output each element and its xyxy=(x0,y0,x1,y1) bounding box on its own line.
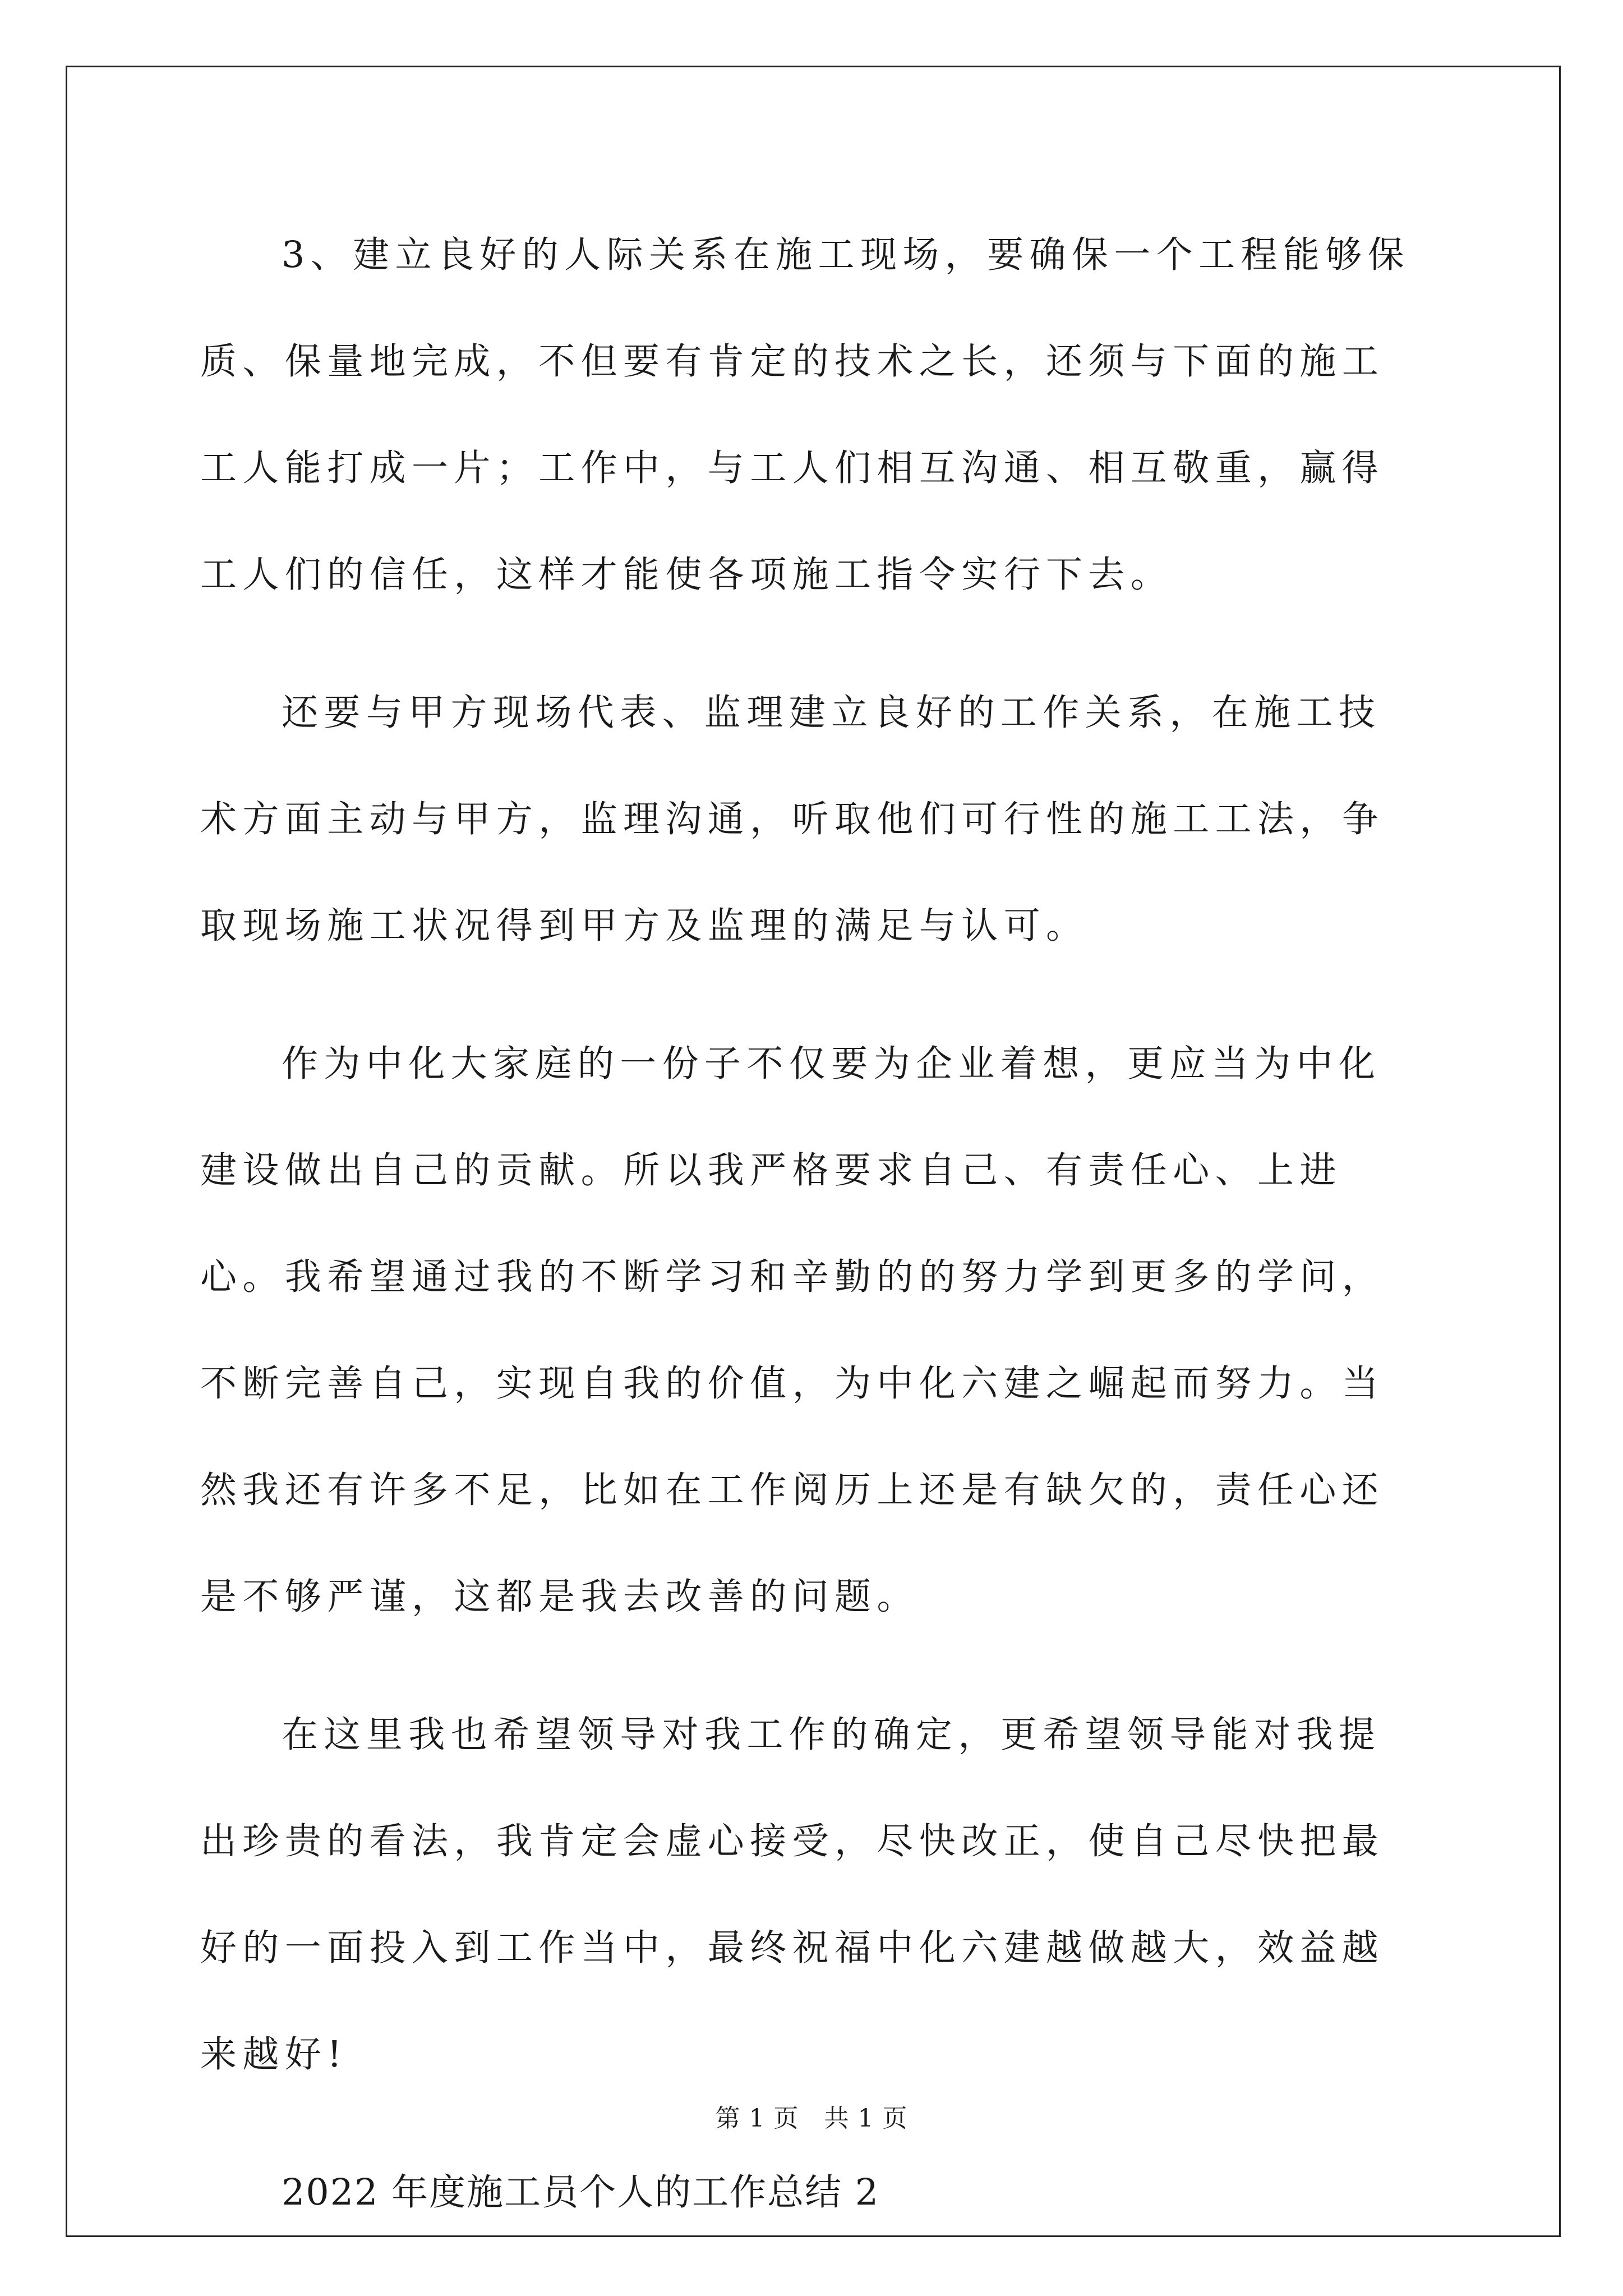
paragraph-1: 3、建立良好的人际关系在施工现场，要确保一个工程能够保质、保量地完成，不但要有肯定的技术之长，还须与下面的施工工人能打成一片；工作中，与工人们相互沟通、相互敬重，赢得工人们的信任，这样才能使各项施工指令实行下去。 xyxy=(200,234,1410,596)
paragraph-3: 作为中化大家庭的一份子不仅要为企业着想，更应当为中化建设做出自己的贡献。所以我严格要求自己、有责任心、上进心。我希望通过我的不断学习和辛勤的的努力学到更多的学问，不断完善自己，实现自我的价值，为中化六建之崛起而努力。当然我还有许多不足，比如在工作阅历上还是有缺欠的，责任心还是不够严谨，这都是我去改善的问题。 xyxy=(200,1043,1385,1618)
paragraph-2: 还要与甲方现场代表、监理建立良好的工作关系，在施工技术方面主动与甲方，监理沟通，听取他们可行性的施工工法，争取现场施工状况得到甲方及监理的满足与认可。 xyxy=(200,692,1385,947)
paragraph-4: 在这里我也希望领导对我工作的确定，更希望领导能对我提出珍贵的看法，我肯定会虚心接受，尽快改正，使自己尽快把最好的一面投入到工作当中，最终祝福中化六建越做越大，效益越来越好! xyxy=(200,1714,1385,2076)
page-number-footer: 第 1 页 共 1 页 xyxy=(715,2104,908,2133)
document-body xyxy=(200,202,1423,2277)
section-title: 2022 年度施工员个人的工作总结 2 xyxy=(282,2171,880,2214)
